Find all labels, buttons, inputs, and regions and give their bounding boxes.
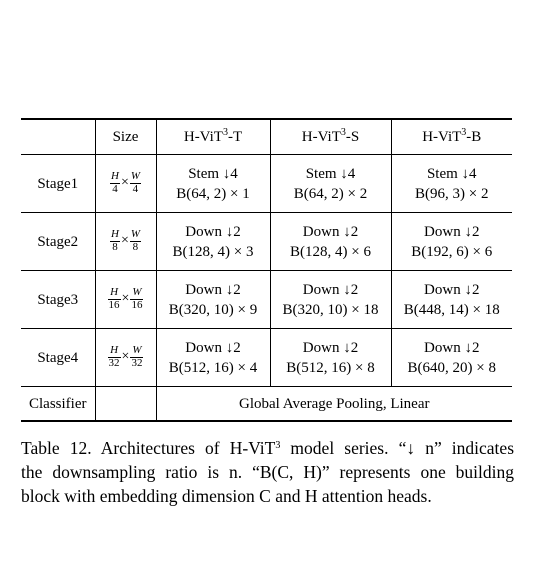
caption-line-1: Table 12. Architectures of H-ViT$^3$ model series. “↓ n” indicates xyxy=(21,438,514,458)
stage4-s-cell: Down ↓2 B(512, 16) × 8 xyxy=(270,329,391,387)
classifier-label: Classifier xyxy=(21,387,95,422)
table-row xyxy=(21,213,512,271)
stage2-t-cell: Down ↓2 B(128, 4) × 3 xyxy=(156,213,270,271)
classifier-description: Global Average Pooling, Linear xyxy=(156,387,512,422)
header-model-b: H-ViT$^3$-B xyxy=(391,119,512,155)
stage3-s-cell: Down ↓2 B(320, 10) × 18 xyxy=(270,271,391,329)
height-fraction: $\frac{H}{8}$ xyxy=(110,228,119,253)
header-size: Size xyxy=(95,119,156,155)
stage-label: Stage4 xyxy=(21,329,95,387)
height-fraction: $\frac{H}{4}$ xyxy=(110,170,119,195)
architecture-table xyxy=(21,118,512,422)
size-cell: $\frac{H}{16}$ × $\frac{W}{16}$ xyxy=(95,271,156,329)
stage4-t-cell: Down ↓2 B(512, 16) × 4 xyxy=(156,329,270,387)
stage3-t-cell: Down ↓2 B(320, 10) × 9 xyxy=(156,271,270,329)
stage2-s-cell: Down ↓2 B(128, 4) × 6 xyxy=(270,213,391,271)
stage-label: Stage2 xyxy=(21,213,95,271)
classifier-size-cell xyxy=(95,387,156,422)
table-caption xyxy=(21,436,514,508)
stage4-b-cell: Down ↓2 B(640, 20) × 8 xyxy=(391,329,512,387)
stage1-b-cell: Stem ↓4 B(96, 3) × 2 xyxy=(391,155,512,213)
classifier-row xyxy=(21,387,512,422)
width-fraction: $\frac{W}{16}$ xyxy=(131,286,143,311)
stage3-b-cell: Down ↓2 B(448, 14) × 18 xyxy=(391,271,512,329)
table-row xyxy=(21,155,512,213)
height-fraction: $\frac{H}{32}$ xyxy=(108,344,120,369)
header-row xyxy=(21,119,512,155)
table-row xyxy=(21,271,512,329)
caption-line-3: block with embedding dimension C and H attention heads. xyxy=(21,486,432,506)
height-fraction: $\frac{H}{16}$ xyxy=(108,286,120,311)
size-cell: $\frac{H}{8}$ × $\frac{W}{8}$ xyxy=(95,213,156,271)
stage1-s-cell: Stem ↓4 B(64, 2) × 2 xyxy=(270,155,391,213)
size-cell: $\frac{H}{4}$ × $\frac{W}{4}$ xyxy=(95,155,156,213)
stage2-b-cell: Down ↓2 B(192, 6) × 6 xyxy=(391,213,512,271)
stage1-t-cell: Stem ↓4 B(64, 2) × 1 xyxy=(156,155,270,213)
caption-line-2: the downsampling ratio is n. “B(C, H)” represents one building xyxy=(21,462,514,482)
width-fraction: $\frac{W}{8}$ xyxy=(130,228,141,253)
stage-label: Stage3 xyxy=(21,271,95,329)
header-model-s: H-ViT$^3$-S xyxy=(270,119,391,155)
width-fraction: $\frac{W}{4}$ xyxy=(130,170,141,195)
size-cell: $\frac{H}{32}$ × $\frac{W}{32}$ xyxy=(95,329,156,387)
header-model-t: H-ViT$^3$-T xyxy=(156,119,270,155)
header-stage xyxy=(21,119,95,155)
architecture-table-container xyxy=(21,118,512,422)
table-row xyxy=(21,329,512,387)
width-fraction: $\frac{W}{32}$ xyxy=(131,344,143,369)
stage-label: Stage1 xyxy=(21,155,95,213)
